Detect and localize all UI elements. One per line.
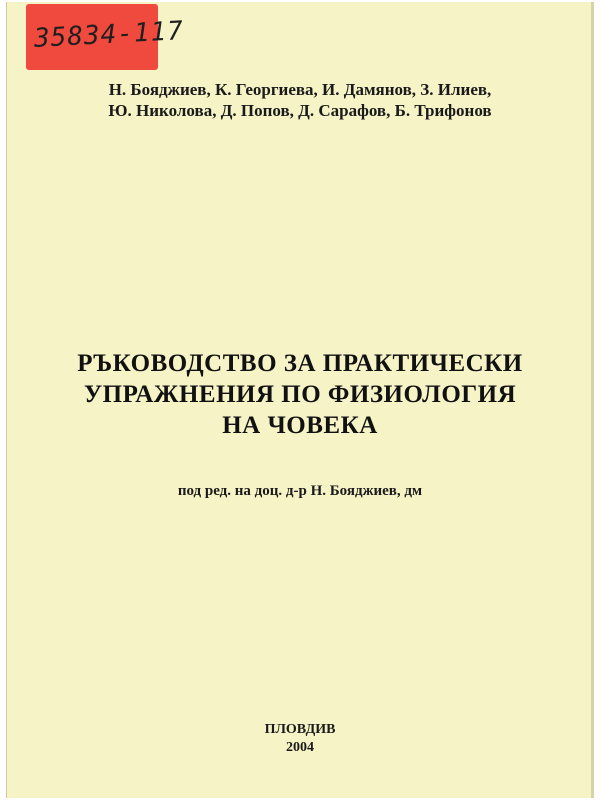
editor-credit: под ред. на доц. д-р Н. Бояджиев, дм	[177, 483, 423, 499]
book-title-line-2: УПРАЖНЕНИЯ ПО ФИЗИОЛОГИЯ	[83, 381, 517, 408]
inventory-number: 35834-117	[33, 16, 185, 54]
publication-year: 2004	[286, 740, 314, 755]
authors-line-1: Н. Бояджиев, К. Георгиева, И. Дамянов, З. Илиев,	[108, 80, 492, 99]
book-title-line-3: НА ЧОВЕКА	[222, 412, 378, 439]
book-title-line-1: РЪКОВОДСТВО ЗА ПРАКТИЧЕСКИ	[77, 350, 523, 377]
authors-line-2: Ю. Николова, Д. Попов, Д. Сарафов, Б. Трифонов	[108, 101, 492, 120]
library-sticker	[26, 4, 185, 70]
publication-city: ПЛОВДИВ	[264, 722, 336, 737]
